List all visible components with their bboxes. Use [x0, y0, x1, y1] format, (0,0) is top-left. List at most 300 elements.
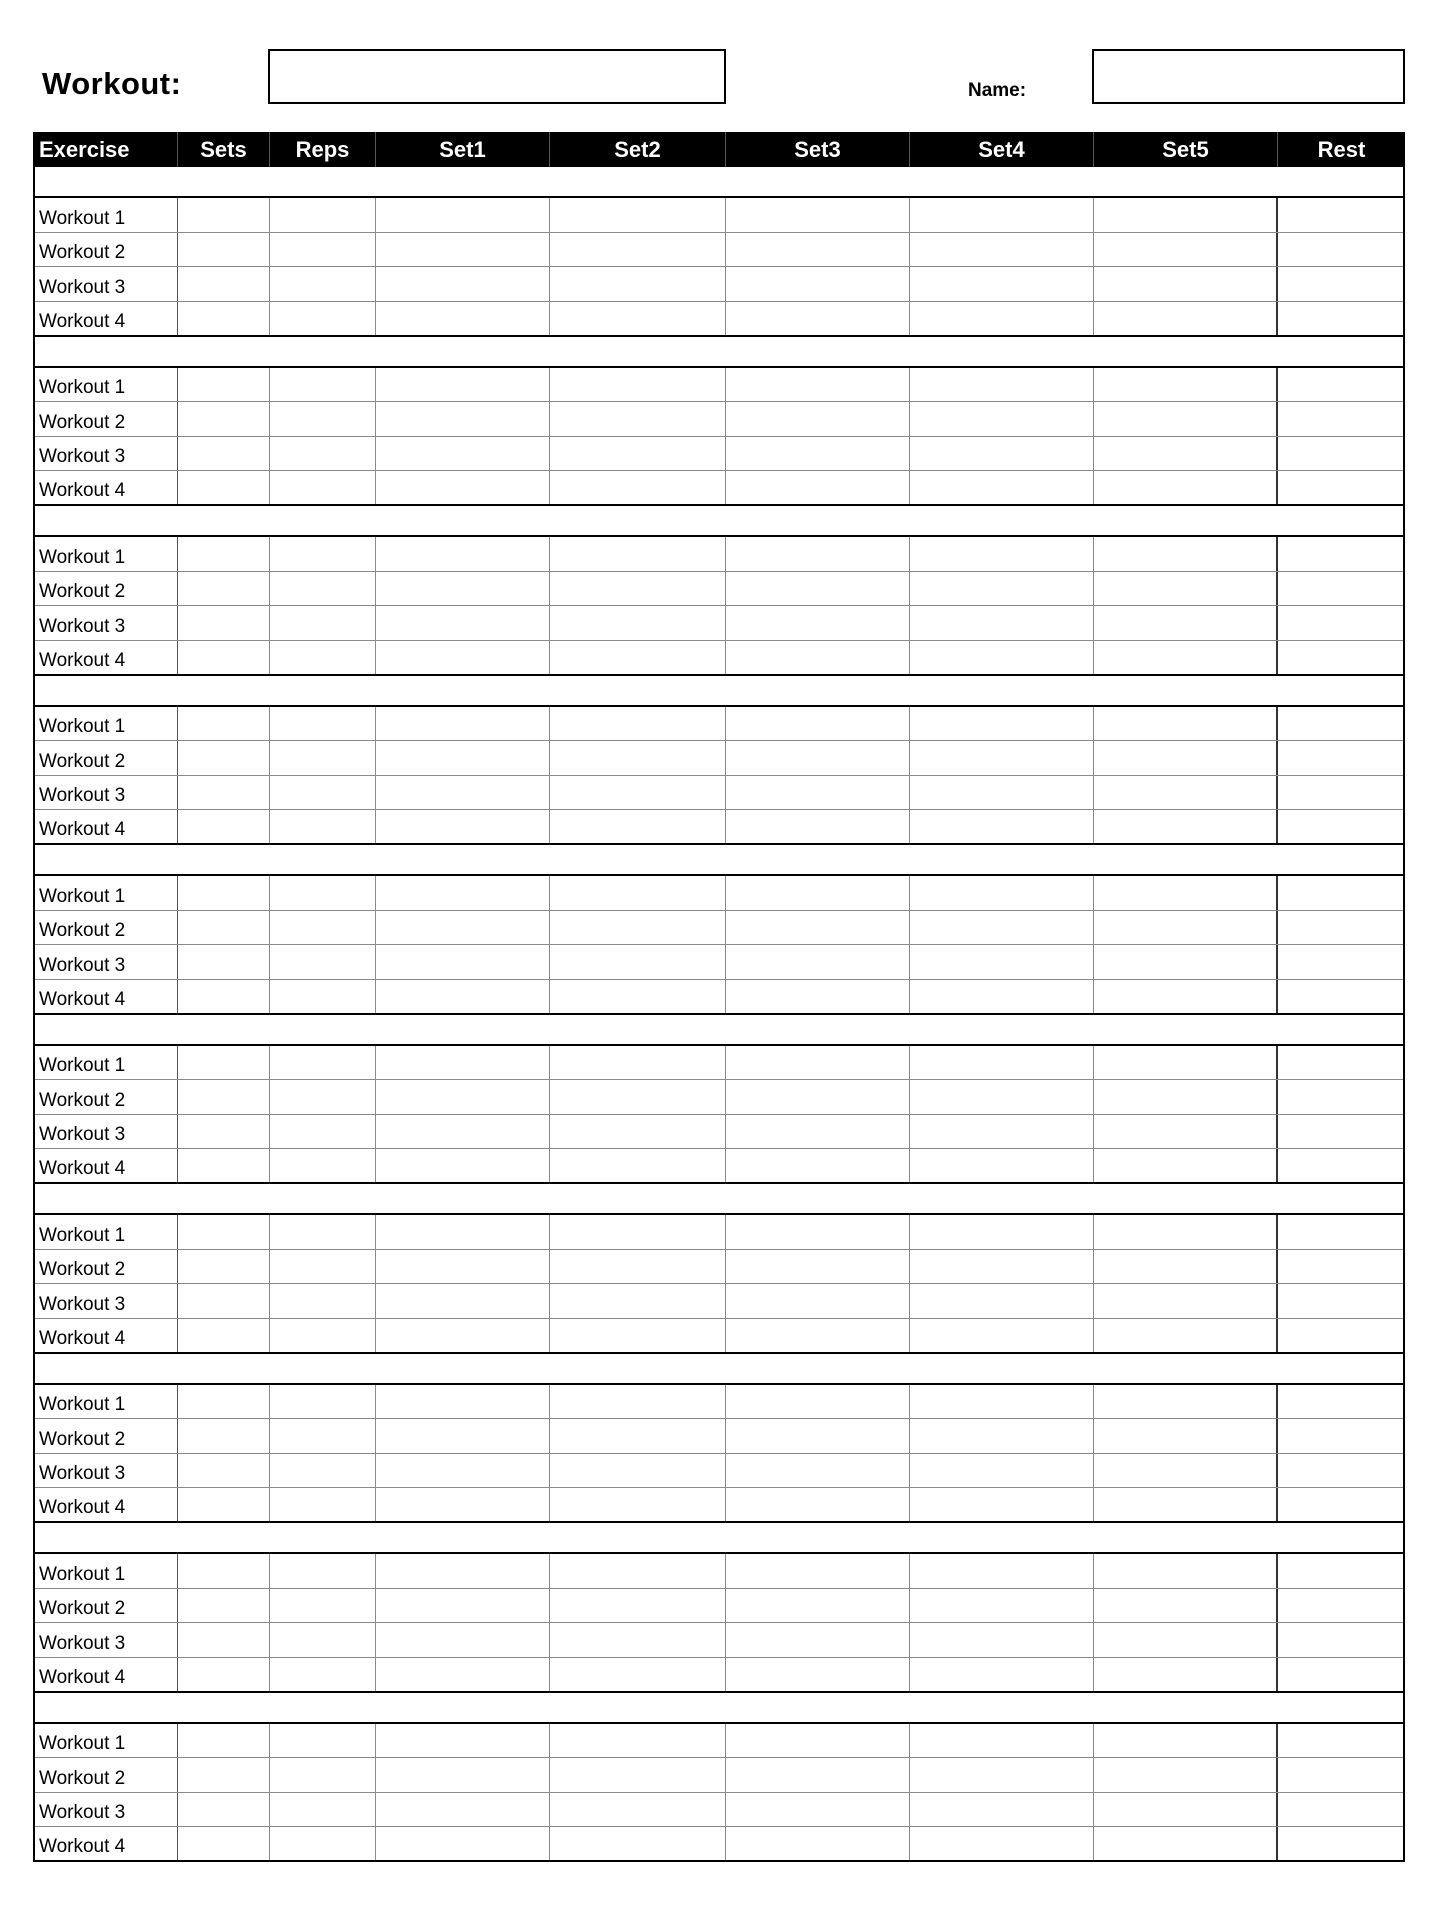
sets-cell[interactable] [178, 707, 270, 741]
rest-cell[interactable] [1278, 1046, 1403, 1080]
set3-cell[interactable] [726, 1623, 910, 1657]
set2-cell[interactable] [550, 402, 726, 436]
set5-cell[interactable] [1094, 876, 1278, 910]
rest-cell[interactable] [1278, 741, 1403, 775]
reps-cell[interactable] [270, 1827, 376, 1860]
reps-cell[interactable] [270, 1589, 376, 1623]
set5-cell[interactable] [1094, 945, 1278, 979]
rest-cell[interactable] [1278, 1488, 1403, 1521]
reps-cell[interactable] [270, 980, 376, 1013]
rest-cell[interactable] [1278, 1658, 1403, 1691]
set5-cell[interactable] [1094, 1046, 1278, 1080]
set2-cell[interactable] [550, 1250, 726, 1284]
set4-cell[interactable] [910, 1554, 1094, 1588]
group-spacer-row[interactable] [35, 845, 1403, 876]
sets-cell[interactable] [178, 810, 270, 843]
set2-cell[interactable] [550, 537, 726, 571]
rest-cell[interactable] [1278, 1454, 1403, 1488]
set2-cell[interactable] [550, 1758, 726, 1792]
set2-cell[interactable] [550, 1319, 726, 1352]
sets-cell[interactable] [178, 1554, 270, 1588]
set4-cell[interactable] [910, 1046, 1094, 1080]
set2-cell[interactable] [550, 233, 726, 267]
set3-cell[interactable] [726, 368, 910, 402]
rest-cell[interactable] [1278, 1115, 1403, 1149]
set3-cell[interactable] [726, 1284, 910, 1318]
set5-cell[interactable] [1094, 1250, 1278, 1284]
sets-cell[interactable] [178, 1454, 270, 1488]
set4-cell[interactable] [910, 437, 1094, 471]
group-spacer-row[interactable] [35, 676, 1403, 707]
set3-cell[interactable] [726, 1658, 910, 1691]
set4-cell[interactable] [910, 1284, 1094, 1318]
sets-cell[interactable] [178, 1793, 270, 1827]
reps-cell[interactable] [270, 1149, 376, 1182]
set2-cell[interactable] [550, 1046, 726, 1080]
rest-cell[interactable] [1278, 911, 1403, 945]
set1-cell[interactable] [376, 641, 550, 674]
set3-cell[interactable] [726, 707, 910, 741]
rest-cell[interactable] [1278, 1250, 1403, 1284]
group-spacer-row[interactable] [35, 1184, 1403, 1215]
set3-cell[interactable] [726, 776, 910, 810]
reps-cell[interactable] [270, 537, 376, 571]
set1-cell[interactable] [376, 1623, 550, 1657]
set5-cell[interactable] [1094, 1724, 1278, 1758]
set4-cell[interactable] [910, 776, 1094, 810]
set1-cell[interactable] [376, 876, 550, 910]
set3-cell[interactable] [726, 1250, 910, 1284]
set4-cell[interactable] [910, 1385, 1094, 1419]
reps-cell[interactable] [270, 741, 376, 775]
sets-cell[interactable] [178, 1589, 270, 1623]
sets-cell[interactable] [178, 233, 270, 267]
reps-cell[interactable] [270, 198, 376, 232]
set5-cell[interactable] [1094, 810, 1278, 843]
set1-cell[interactable] [376, 368, 550, 402]
set2-cell[interactable] [550, 1080, 726, 1114]
sets-cell[interactable] [178, 1488, 270, 1521]
set4-cell[interactable] [910, 980, 1094, 1013]
reps-cell[interactable] [270, 1793, 376, 1827]
set2-cell[interactable] [550, 1115, 726, 1149]
reps-cell[interactable] [270, 1385, 376, 1419]
group-spacer-row[interactable] [35, 337, 1403, 368]
name-input[interactable] [1092, 49, 1405, 104]
set1-cell[interactable] [376, 437, 550, 471]
set2-cell[interactable] [550, 1658, 726, 1691]
set3-cell[interactable] [726, 1149, 910, 1182]
sets-cell[interactable] [178, 437, 270, 471]
group-spacer-row[interactable] [35, 506, 1403, 537]
group-spacer-row[interactable] [35, 1693, 1403, 1724]
set3-cell[interactable] [726, 810, 910, 843]
set2-cell[interactable] [550, 1793, 726, 1827]
reps-cell[interactable] [270, 810, 376, 843]
set2-cell[interactable] [550, 1149, 726, 1182]
rest-cell[interactable] [1278, 233, 1403, 267]
set3-cell[interactable] [726, 302, 910, 335]
set5-cell[interactable] [1094, 641, 1278, 674]
set2-cell[interactable] [550, 437, 726, 471]
set1-cell[interactable] [376, 1080, 550, 1114]
reps-cell[interactable] [270, 1758, 376, 1792]
sets-cell[interactable] [178, 1149, 270, 1182]
set2-cell[interactable] [550, 707, 726, 741]
set5-cell[interactable] [1094, 1793, 1278, 1827]
set5-cell[interactable] [1094, 572, 1278, 606]
set5-cell[interactable] [1094, 1419, 1278, 1453]
reps-cell[interactable] [270, 402, 376, 436]
set2-cell[interactable] [550, 876, 726, 910]
rest-cell[interactable] [1278, 1554, 1403, 1588]
rest-cell[interactable] [1278, 1149, 1403, 1182]
set1-cell[interactable] [376, 1149, 550, 1182]
reps-cell[interactable] [270, 1250, 376, 1284]
set2-cell[interactable] [550, 302, 726, 335]
set3-cell[interactable] [726, 1793, 910, 1827]
set2-cell[interactable] [550, 641, 726, 674]
rest-cell[interactable] [1278, 302, 1403, 335]
rest-cell[interactable] [1278, 980, 1403, 1013]
set3-cell[interactable] [726, 876, 910, 910]
set3-cell[interactable] [726, 1554, 910, 1588]
set4-cell[interactable] [910, 911, 1094, 945]
set4-cell[interactable] [910, 1250, 1094, 1284]
set4-cell[interactable] [910, 233, 1094, 267]
reps-cell[interactable] [270, 471, 376, 504]
set2-cell[interactable] [550, 911, 726, 945]
sets-cell[interactable] [178, 471, 270, 504]
set5-cell[interactable] [1094, 1589, 1278, 1623]
reps-cell[interactable] [270, 1488, 376, 1521]
sets-cell[interactable] [178, 1623, 270, 1657]
set3-cell[interactable] [726, 471, 910, 504]
sets-cell[interactable] [178, 1250, 270, 1284]
sets-cell[interactable] [178, 641, 270, 674]
set1-cell[interactable] [376, 1319, 550, 1352]
rest-cell[interactable] [1278, 267, 1403, 301]
sets-cell[interactable] [178, 1215, 270, 1249]
reps-cell[interactable] [270, 911, 376, 945]
rest-cell[interactable] [1278, 1827, 1403, 1860]
set4-cell[interactable] [910, 267, 1094, 301]
set1-cell[interactable] [376, 606, 550, 640]
rest-cell[interactable] [1278, 471, 1403, 504]
set1-cell[interactable] [376, 1827, 550, 1860]
rest-cell[interactable] [1278, 1080, 1403, 1114]
set2-cell[interactable] [550, 198, 726, 232]
set3-cell[interactable] [726, 267, 910, 301]
set5-cell[interactable] [1094, 1554, 1278, 1588]
set5-cell[interactable] [1094, 1215, 1278, 1249]
set1-cell[interactable] [376, 1488, 550, 1521]
set2-cell[interactable] [550, 1554, 726, 1588]
set3-cell[interactable] [726, 198, 910, 232]
rest-cell[interactable] [1278, 198, 1403, 232]
set4-cell[interactable] [910, 1488, 1094, 1521]
set3-cell[interactable] [726, 1758, 910, 1792]
sets-cell[interactable] [178, 537, 270, 571]
reps-cell[interactable] [270, 267, 376, 301]
set5-cell[interactable] [1094, 1827, 1278, 1860]
set4-cell[interactable] [910, 368, 1094, 402]
set3-cell[interactable] [726, 1827, 910, 1860]
set5-cell[interactable] [1094, 302, 1278, 335]
reps-cell[interactable] [270, 1215, 376, 1249]
group-spacer-row[interactable] [35, 1523, 1403, 1554]
set5-cell[interactable] [1094, 368, 1278, 402]
sets-cell[interactable] [178, 606, 270, 640]
set2-cell[interactable] [550, 368, 726, 402]
rest-cell[interactable] [1278, 945, 1403, 979]
rest-cell[interactable] [1278, 641, 1403, 674]
set2-cell[interactable] [550, 741, 726, 775]
rest-cell[interactable] [1278, 707, 1403, 741]
set4-cell[interactable] [910, 471, 1094, 504]
set4-cell[interactable] [910, 1827, 1094, 1860]
set5-cell[interactable] [1094, 606, 1278, 640]
set2-cell[interactable] [550, 1419, 726, 1453]
sets-cell[interactable] [178, 402, 270, 436]
set5-cell[interactable] [1094, 1149, 1278, 1182]
set1-cell[interactable] [376, 1046, 550, 1080]
sets-cell[interactable] [178, 1419, 270, 1453]
set2-cell[interactable] [550, 1623, 726, 1657]
set5-cell[interactable] [1094, 402, 1278, 436]
sets-cell[interactable] [178, 876, 270, 910]
set5-cell[interactable] [1094, 707, 1278, 741]
set3-cell[interactable] [726, 641, 910, 674]
set2-cell[interactable] [550, 980, 726, 1013]
set2-cell[interactable] [550, 1827, 726, 1860]
sets-cell[interactable] [178, 945, 270, 979]
reps-cell[interactable] [270, 776, 376, 810]
reps-cell[interactable] [270, 641, 376, 674]
set1-cell[interactable] [376, 198, 550, 232]
rest-cell[interactable] [1278, 572, 1403, 606]
rest-cell[interactable] [1278, 437, 1403, 471]
set1-cell[interactable] [376, 1385, 550, 1419]
set4-cell[interactable] [910, 1658, 1094, 1691]
set5-cell[interactable] [1094, 198, 1278, 232]
reps-cell[interactable] [270, 572, 376, 606]
set4-cell[interactable] [910, 1419, 1094, 1453]
set4-cell[interactable] [910, 1149, 1094, 1182]
reps-cell[interactable] [270, 233, 376, 267]
rest-cell[interactable] [1278, 776, 1403, 810]
set4-cell[interactable] [910, 1589, 1094, 1623]
set3-cell[interactable] [726, 233, 910, 267]
reps-cell[interactable] [270, 876, 376, 910]
rest-cell[interactable] [1278, 1758, 1403, 1792]
set3-cell[interactable] [726, 911, 910, 945]
set2-cell[interactable] [550, 1724, 726, 1758]
set1-cell[interactable] [376, 980, 550, 1013]
set5-cell[interactable] [1094, 776, 1278, 810]
set4-cell[interactable] [910, 1793, 1094, 1827]
set1-cell[interactable] [376, 741, 550, 775]
reps-cell[interactable] [270, 1115, 376, 1149]
set1-cell[interactable] [376, 1215, 550, 1249]
set2-cell[interactable] [550, 1284, 726, 1318]
reps-cell[interactable] [270, 302, 376, 335]
sets-cell[interactable] [178, 1385, 270, 1419]
set5-cell[interactable] [1094, 1658, 1278, 1691]
set4-cell[interactable] [910, 1454, 1094, 1488]
set1-cell[interactable] [376, 1724, 550, 1758]
set1-cell[interactable] [376, 302, 550, 335]
set1-cell[interactable] [376, 1554, 550, 1588]
rest-cell[interactable] [1278, 1419, 1403, 1453]
sets-cell[interactable] [178, 198, 270, 232]
sets-cell[interactable] [178, 1046, 270, 1080]
set1-cell[interactable] [376, 233, 550, 267]
set2-cell[interactable] [550, 1454, 726, 1488]
sets-cell[interactable] [178, 1284, 270, 1318]
set3-cell[interactable] [726, 1488, 910, 1521]
set2-cell[interactable] [550, 267, 726, 301]
set4-cell[interactable] [910, 741, 1094, 775]
set5-cell[interactable] [1094, 911, 1278, 945]
rest-cell[interactable] [1278, 876, 1403, 910]
set1-cell[interactable] [376, 1589, 550, 1623]
sets-cell[interactable] [178, 1758, 270, 1792]
set4-cell[interactable] [910, 302, 1094, 335]
set5-cell[interactable] [1094, 537, 1278, 571]
sets-cell[interactable] [178, 911, 270, 945]
sets-cell[interactable] [178, 302, 270, 335]
set5-cell[interactable] [1094, 1454, 1278, 1488]
sets-cell[interactable] [178, 741, 270, 775]
set2-cell[interactable] [550, 1589, 726, 1623]
reps-cell[interactable] [270, 437, 376, 471]
sets-cell[interactable] [178, 572, 270, 606]
set5-cell[interactable] [1094, 1319, 1278, 1352]
rest-cell[interactable] [1278, 606, 1403, 640]
workout-input[interactable] [268, 49, 726, 104]
set2-cell[interactable] [550, 1488, 726, 1521]
set4-cell[interactable] [910, 1319, 1094, 1352]
set1-cell[interactable] [376, 1115, 550, 1149]
set3-cell[interactable] [726, 1724, 910, 1758]
set4-cell[interactable] [910, 876, 1094, 910]
set4-cell[interactable] [910, 810, 1094, 843]
rest-cell[interactable] [1278, 1284, 1403, 1318]
reps-cell[interactable] [270, 1724, 376, 1758]
set1-cell[interactable] [376, 402, 550, 436]
sets-cell[interactable] [178, 1115, 270, 1149]
rest-cell[interactable] [1278, 810, 1403, 843]
reps-cell[interactable] [270, 945, 376, 979]
set4-cell[interactable] [910, 1724, 1094, 1758]
reps-cell[interactable] [270, 1623, 376, 1657]
set4-cell[interactable] [910, 1623, 1094, 1657]
reps-cell[interactable] [270, 368, 376, 402]
set1-cell[interactable] [376, 537, 550, 571]
set3-cell[interactable] [726, 1046, 910, 1080]
set3-cell[interactable] [726, 1215, 910, 1249]
set5-cell[interactable] [1094, 233, 1278, 267]
set1-cell[interactable] [376, 1658, 550, 1691]
set3-cell[interactable] [726, 1454, 910, 1488]
set2-cell[interactable] [550, 606, 726, 640]
set4-cell[interactable] [910, 641, 1094, 674]
set4-cell[interactable] [910, 402, 1094, 436]
rest-cell[interactable] [1278, 1623, 1403, 1657]
reps-cell[interactable] [270, 1284, 376, 1318]
set4-cell[interactable] [910, 1115, 1094, 1149]
set1-cell[interactable] [376, 707, 550, 741]
set5-cell[interactable] [1094, 1284, 1278, 1318]
sets-cell[interactable] [178, 267, 270, 301]
rest-cell[interactable] [1278, 1319, 1403, 1352]
rest-cell[interactable] [1278, 1215, 1403, 1249]
set5-cell[interactable] [1094, 471, 1278, 504]
set3-cell[interactable] [726, 572, 910, 606]
group-spacer-row[interactable] [35, 1015, 1403, 1046]
set2-cell[interactable] [550, 945, 726, 979]
rest-cell[interactable] [1278, 402, 1403, 436]
set2-cell[interactable] [550, 471, 726, 504]
set3-cell[interactable] [726, 402, 910, 436]
set4-cell[interactable] [910, 1215, 1094, 1249]
set4-cell[interactable] [910, 606, 1094, 640]
set4-cell[interactable] [910, 1080, 1094, 1114]
set5-cell[interactable] [1094, 1385, 1278, 1419]
set2-cell[interactable] [550, 1215, 726, 1249]
rest-cell[interactable] [1278, 1793, 1403, 1827]
reps-cell[interactable] [270, 1319, 376, 1352]
set4-cell[interactable] [910, 537, 1094, 571]
sets-cell[interactable] [178, 1319, 270, 1352]
reps-cell[interactable] [270, 1554, 376, 1588]
set3-cell[interactable] [726, 606, 910, 640]
group-spacer-row[interactable] [35, 167, 1403, 198]
set4-cell[interactable] [910, 1758, 1094, 1792]
set3-cell[interactable] [726, 741, 910, 775]
sets-cell[interactable] [178, 1724, 270, 1758]
sets-cell[interactable] [178, 1827, 270, 1860]
sets-cell[interactable] [178, 1658, 270, 1691]
set5-cell[interactable] [1094, 1080, 1278, 1114]
set2-cell[interactable] [550, 810, 726, 843]
set3-cell[interactable] [726, 437, 910, 471]
set3-cell[interactable] [726, 1115, 910, 1149]
set5-cell[interactable] [1094, 267, 1278, 301]
set1-cell[interactable] [376, 1758, 550, 1792]
rest-cell[interactable] [1278, 368, 1403, 402]
reps-cell[interactable] [270, 707, 376, 741]
set5-cell[interactable] [1094, 1115, 1278, 1149]
set1-cell[interactable] [376, 1419, 550, 1453]
set1-cell[interactable] [376, 945, 550, 979]
set3-cell[interactable] [726, 1080, 910, 1114]
set3-cell[interactable] [726, 980, 910, 1013]
set5-cell[interactable] [1094, 741, 1278, 775]
rest-cell[interactable] [1278, 1589, 1403, 1623]
set5-cell[interactable] [1094, 437, 1278, 471]
reps-cell[interactable] [270, 1454, 376, 1488]
set2-cell[interactable] [550, 776, 726, 810]
set1-cell[interactable] [376, 471, 550, 504]
rest-cell[interactable] [1278, 1724, 1403, 1758]
sets-cell[interactable] [178, 776, 270, 810]
set5-cell[interactable] [1094, 1623, 1278, 1657]
reps-cell[interactable] [270, 1080, 376, 1114]
set4-cell[interactable] [910, 707, 1094, 741]
set5-cell[interactable] [1094, 1758, 1278, 1792]
